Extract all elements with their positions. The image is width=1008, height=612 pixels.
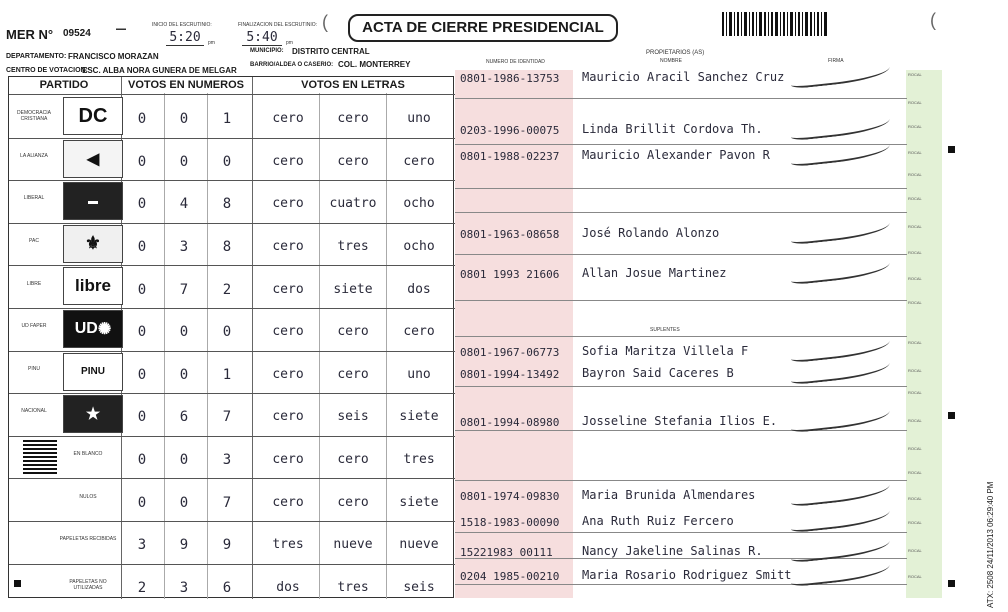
vote-word: cero	[272, 239, 304, 255]
control-label: ROCAL	[908, 340, 922, 345]
vote-row	[9, 351, 455, 394]
member-dni: 0801-1963-08658	[460, 228, 560, 241]
vote-word: cero	[272, 111, 304, 127]
party-logo	[63, 97, 123, 135]
party-logo	[63, 182, 123, 220]
centro-label: CENTRO DE VOTACION:	[6, 67, 88, 74]
signature-scribble	[789, 503, 891, 533]
row-divider	[455, 98, 907, 99]
start-time-suffix: pm	[208, 40, 215, 46]
signature-scribble	[789, 215, 891, 245]
party-name: DEMOCRACIA CRISTIANA	[17, 110, 51, 123]
signature-scribble	[789, 403, 891, 433]
vote-digit: 0	[137, 196, 147, 213]
member-dni: 0801-1974-09830	[460, 490, 560, 503]
vote-word: tres	[337, 239, 369, 255]
control-label: ROCAL	[908, 548, 922, 553]
vote-digit: 0	[222, 153, 232, 170]
control-label: ROCAL	[908, 172, 922, 177]
vote-digit: 2	[137, 579, 147, 596]
member-dni: 0801 1993 21606	[460, 268, 560, 281]
fleur-icon: ⚜	[84, 233, 102, 254]
start-time-value: 5:20	[166, 30, 204, 46]
vote-digit: 7	[222, 409, 232, 426]
vote-word: cero	[272, 153, 304, 169]
party-name: LIBRE	[26, 280, 42, 287]
member-dni: 15221983 00111	[460, 546, 553, 559]
registration-mark	[948, 146, 955, 153]
vote-digit: 0	[179, 153, 189, 170]
vote-word: cero	[337, 324, 369, 340]
vote-table	[8, 76, 454, 598]
vote-row	[9, 521, 455, 564]
departamento-label: DEPARTAMENTO:	[6, 53, 67, 60]
departamento-value: FRANCISCO MORAZAN	[68, 52, 159, 61]
party-logo	[63, 353, 123, 391]
firma-header: FIRMA	[828, 58, 844, 64]
registration-mark	[948, 412, 955, 419]
vote-digit: 0	[179, 111, 189, 128]
vote-digit: 0	[222, 324, 232, 341]
vote-word: dos	[276, 579, 300, 595]
vote-row	[9, 95, 455, 138]
party-name: PAPELETAS NO UTILIZADAS	[69, 578, 107, 591]
vote-word: nueve	[399, 537, 439, 553]
vote-digit: 0	[137, 409, 147, 426]
paren-decoration-right: (	[930, 10, 936, 30]
control-label: ROCAL	[908, 368, 922, 373]
vote-word: cuatro	[329, 196, 377, 212]
vote-word: cero	[337, 366, 369, 382]
vote-digit: 3	[179, 579, 189, 596]
member-name: Maria Rosario Rodriguez Smitt	[582, 568, 792, 582]
print-code-icon: ▬▬	[116, 26, 126, 32]
party-name: EN BLANCO	[73, 451, 103, 458]
flag-icon: ▬	[88, 195, 98, 207]
vote-digit: 6	[179, 409, 189, 426]
vote-word: siete	[333, 281, 373, 297]
vote-digit: 1	[222, 111, 232, 128]
end-time-label: FINALIZACION DEL ESCRUTINIO:	[238, 22, 317, 28]
party-name: NULOS	[79, 493, 97, 500]
row-divider	[455, 532, 907, 533]
registration-mark	[948, 580, 955, 587]
vote-word: cero	[272, 494, 304, 510]
side-timestamp: ATX: 2508 24/11/2013 06:29:40 PM	[986, 481, 995, 608]
mer-label: MER N°	[6, 27, 54, 42]
vote-digit: 0	[137, 111, 147, 128]
control-label: ROCAL	[908, 124, 922, 129]
vote-digit: 0	[179, 366, 189, 383]
party-name: LIBERAL	[23, 195, 45, 202]
vote-word: ocho	[403, 196, 435, 212]
row-divider	[455, 254, 907, 255]
vote-digit: 7	[222, 494, 232, 511]
party-logo	[63, 267, 123, 305]
vote-word: tres	[403, 452, 435, 468]
vote-digit: 2	[222, 281, 232, 298]
signature-scribble	[789, 255, 891, 285]
member-name: Nancy Jakeline Salinas R.	[582, 544, 763, 558]
vote-word: cero	[272, 409, 304, 425]
member-name: Maria Brunida Almendares	[582, 488, 756, 502]
vote-word: siete	[399, 409, 439, 425]
control-barcode	[23, 440, 57, 475]
party-logo-text: DC	[78, 104, 108, 127]
vote-word: cero	[337, 153, 369, 169]
vote-digit: 0	[137, 239, 147, 256]
member-dni: 0801-1994-08980	[460, 416, 560, 429]
vote-row	[9, 308, 455, 351]
vote-digit: 9	[222, 537, 232, 554]
document-title: ACTA DE CIERRE PRESIDENCIAL	[348, 14, 618, 42]
vote-word: tres	[337, 579, 369, 595]
party-name: LA ALIANZA	[20, 152, 48, 159]
member-dni: 0801-1994-13492	[460, 368, 560, 381]
municipio-value: DISTRITO CENTRAL	[292, 47, 370, 56]
vote-word: siete	[399, 494, 439, 510]
vote-digit: 0	[137, 366, 147, 383]
row-divider	[455, 212, 907, 213]
member-dni: 0203-1996-00075	[460, 124, 560, 137]
party-name: PAC	[29, 238, 39, 245]
dni-column-header: NUMERO DE IDENTIDAD	[486, 59, 545, 65]
vote-word: uno	[407, 366, 431, 382]
barcode-icon	[722, 12, 832, 42]
member-name: Mauricio Aracil Sanchez Cruz	[582, 70, 785, 84]
vote-digit: 0	[179, 452, 189, 469]
registration-mark	[14, 580, 21, 587]
party-name: UD FAPER	[21, 323, 47, 330]
control-label: ROCAL	[908, 100, 922, 105]
vote-word: nueve	[333, 537, 373, 553]
control-label: ROCAL	[908, 150, 922, 155]
row-divider	[455, 480, 907, 481]
vote-row	[9, 180, 455, 223]
control-label: ROCAL	[908, 300, 922, 305]
party-logo	[63, 140, 123, 178]
member-dni: 1518-1983-00090	[460, 516, 560, 529]
votos-letras-header: VOTOS EN LETRAS	[301, 79, 405, 91]
vote-digit: 6	[222, 579, 232, 596]
vote-word: ocho	[403, 239, 435, 255]
suplentes-label: SUPLENTES	[650, 327, 680, 333]
party-name: NACIONAL	[21, 408, 47, 415]
member-name: Josseline Stefania Ilios E.	[582, 414, 778, 428]
paren-decoration: (	[322, 12, 328, 32]
member-dni: 0801-1986-13753	[460, 72, 560, 85]
vote-word: tres	[272, 537, 304, 553]
party-logo	[63, 225, 123, 263]
member-dni: 0204 1985-00210	[460, 570, 560, 583]
control-label: ROCAL	[908, 520, 922, 525]
votos-numeros-header: VOTOS EN NUMEROS	[128, 79, 244, 91]
end-time-suffix: pm	[286, 40, 293, 46]
vote-word: cero	[272, 324, 304, 340]
vote-row	[9, 436, 455, 479]
vote-word: cero	[337, 452, 369, 468]
vote-digit: 3	[222, 452, 232, 469]
party-logo	[63, 310, 123, 348]
barrio-value: COL. MONTERREY	[338, 60, 411, 69]
party-logo-text: UD	[74, 320, 98, 337]
end-time-value: 5:40	[242, 30, 282, 46]
vote-digit: 4	[179, 196, 189, 213]
vote-word: cero	[403, 324, 435, 340]
vote-word: uno	[407, 111, 431, 127]
mer-number: 09524	[63, 28, 91, 39]
vote-row	[9, 265, 455, 308]
vote-digit: 1	[222, 366, 232, 383]
control-label: ROCAL	[908, 72, 922, 77]
control-label: ROCAL	[908, 250, 922, 255]
vote-digit: 3	[137, 537, 147, 554]
member-name: Bayron Said Caceres B	[582, 366, 734, 380]
control-label: ROCAL	[908, 224, 922, 229]
party-name: PAPELETAS RECIBIDAS	[59, 536, 117, 543]
vote-word: cero	[337, 494, 369, 510]
nombre-header: NOMBRE	[660, 58, 682, 64]
vote-word: seis	[403, 579, 435, 595]
vote-row	[9, 564, 455, 607]
vote-digit: 8	[222, 239, 232, 256]
control-label: ROCAL	[908, 418, 922, 423]
vote-digit: 0	[137, 324, 147, 341]
control-label: ROCAL	[908, 470, 922, 475]
row-divider	[455, 386, 907, 387]
member-name: Ana Ruth Ruiz Fercero	[582, 514, 734, 528]
member-name: Mauricio Alexander Pavon R	[582, 148, 770, 162]
party-logo	[63, 395, 123, 433]
vote-word: cero	[337, 111, 369, 127]
vote-digit: 0	[137, 494, 147, 511]
row-divider	[455, 300, 907, 301]
row-divider	[455, 584, 907, 585]
vote-digit: 0	[137, 153, 147, 170]
partido-header: PARTIDO	[39, 79, 89, 91]
vote-digit: 0	[137, 281, 147, 298]
row-divider	[455, 188, 907, 189]
vote-word: cero	[272, 366, 304, 382]
vote-row	[9, 393, 455, 436]
member-name: Allan Josue Martinez	[582, 266, 727, 280]
control-label: ROCAL	[908, 496, 922, 501]
control-label: ROCAL	[908, 446, 922, 451]
municipio-label: MUNICIPIO:	[250, 48, 284, 54]
vote-word: seis	[337, 409, 369, 425]
signature-scribble	[789, 477, 891, 507]
vote-digit: 0	[179, 494, 189, 511]
vote-digit: 8	[222, 196, 232, 213]
vote-word: cero	[272, 281, 304, 297]
vote-row	[9, 478, 455, 521]
member-name: José Rolando Alonzo	[582, 226, 720, 240]
member-name: Sofia Maritza Villela F	[582, 344, 749, 358]
sun-icon: ✺	[97, 321, 112, 338]
member-name: Linda Brillit Cordova Th.	[582, 122, 763, 136]
member-dni: 0801-1988-02237	[460, 150, 560, 163]
vote-row	[9, 138, 455, 181]
vote-word: dos	[407, 281, 431, 297]
vote-word: cero	[403, 153, 435, 169]
control-label: ROCAL	[908, 196, 922, 201]
vote-word: cero	[272, 196, 304, 212]
vote-digit: 0	[137, 452, 147, 469]
control-label: ROCAL	[908, 390, 922, 395]
star-icon: ★	[85, 406, 101, 424]
start-time-label: INICIO DEL ESCRUTINIO:	[152, 22, 212, 28]
barrio-label: BARRIO/ALDEA O CASERIO:	[250, 62, 334, 68]
vote-digit: 9	[179, 537, 189, 554]
propietarios-header: PROPIETARIOS (AS)	[646, 50, 705, 56]
row-divider	[455, 336, 907, 337]
signature-scribble	[789, 137, 891, 167]
party-logo-text: libre	[75, 276, 111, 296]
vote-digit: 3	[179, 239, 189, 256]
signature-scribble	[789, 111, 891, 141]
vote-digit: 0	[179, 324, 189, 341]
centro-value: ESC. ALBA NORA GUNERA DE MELGAR	[82, 66, 237, 75]
member-dni: 0801-1967-06773	[460, 346, 560, 359]
vote-digit: 7	[179, 281, 189, 298]
signature-scribble	[789, 59, 891, 89]
party-logo-text: PINU	[81, 366, 105, 378]
party-name: PINU	[28, 365, 40, 372]
control-label: ROCAL	[908, 276, 922, 281]
triangle-flag-icon: ◀	[86, 150, 100, 168]
row-divider	[455, 430, 907, 431]
vote-row	[9, 223, 455, 266]
control-label: ROCAL	[908, 574, 922, 579]
vote-word: cero	[272, 452, 304, 468]
